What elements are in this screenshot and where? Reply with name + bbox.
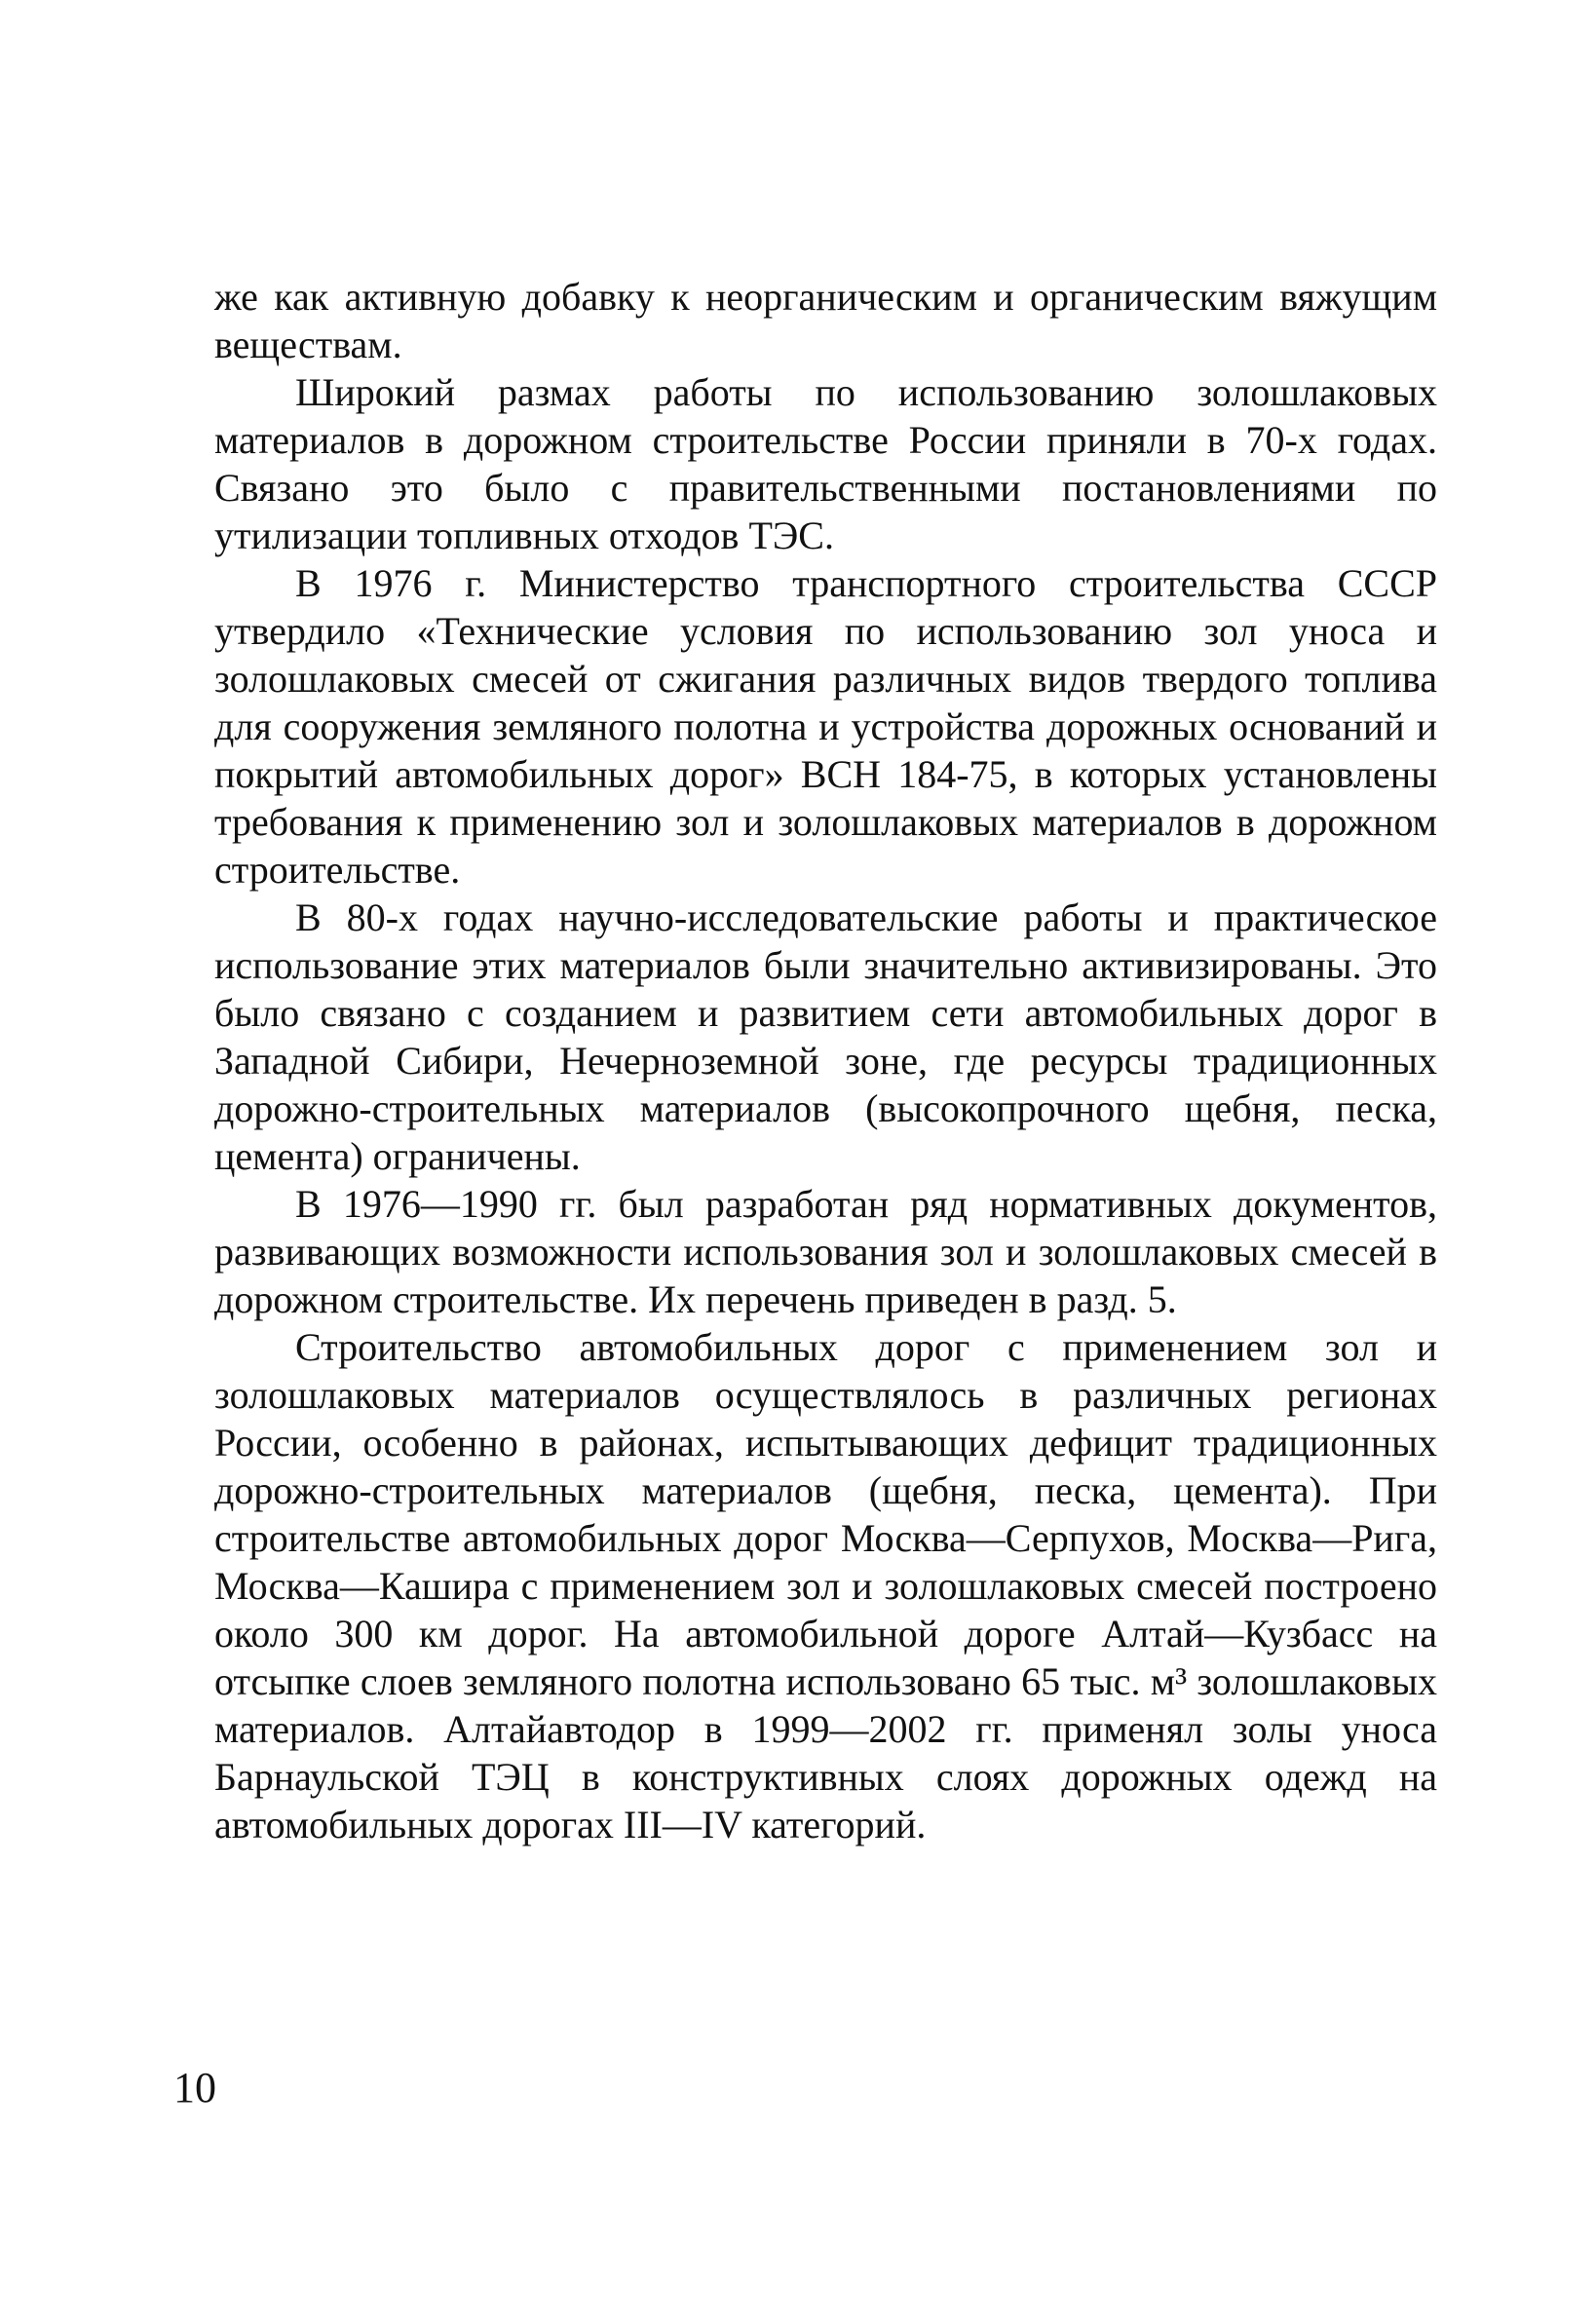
paragraph-3: В 1976 г. Министерство транспортного строительства СССР утвердило «Технические условия по использованию зол уноса и золошлаковых смесей от сжигания различных видов твердого топлива для сооружения земляного полотна и устройства дорожных оснований и покрытий автомобильных дорог» ВСН 184-75, в которых установлены требования к применению зол и золошлаковых материалов в дорожном строительстве.	[214, 561, 1437, 892]
paragraph-1: же как активную добавку к неорганическим и органическим вяжущим веществам.	[214, 275, 1437, 366]
paragraph-4: В 80-х годах научно-исследовательские работы и практическое использование этих материалов были значительно активизированы. Это было связано с созданием и развитием сети автомобильных дорог в Западной Сибири, Нечерноземной зоне, где ресурсы традиционных дорожно-строительных материалов (высокопрочного щебня, песка, цемента) ограничены.	[214, 895, 1437, 1178]
paragraph-6: Строительство автомобильных дорог с применением зол и золошлаковых материалов осуществлялось в различных регионах России, особенно в районах, испытывающих дефицит традиционных дорожно-строительных материалов (щебня, песка, цемента). При строительстве автомобильных дорог Москва—Серпухов, Москва—Рига, Москва—Кашира с применением зол и золошлаковых смесей построено около 300 км дорог. На автомобильной дороге Алтай—Кузбасс на отсыпке слоев земляного полотна использовано 65 тыс. м³ золошлаковых материалов. Алтайавтодор в 1999—2002 гг. применял золы уноса Барнаульской ТЭЦ в конструктивных слоях дорожных одежд на автомобильных дорогах III—IV категорий.	[214, 1325, 1437, 1846]
page-body	[214, 273, 1437, 1848]
paragraph-2: Широкий размах работы по использованию золошлаковых материалов в дорожном строительстве России приняли в 70-х годах. Связано это было с правительственными постановлениями по утилизации топливных отходов ТЭС.	[214, 370, 1437, 557]
paragraph-5: В 1976—1990 гг. был разработан ряд нормативных документов, развивающих возможности использования зол и золошлаковых смесей в дорожном строительстве. Их перечень приведен в разд. 5.	[214, 1182, 1437, 1321]
page-number: 10	[173, 2064, 216, 2112]
